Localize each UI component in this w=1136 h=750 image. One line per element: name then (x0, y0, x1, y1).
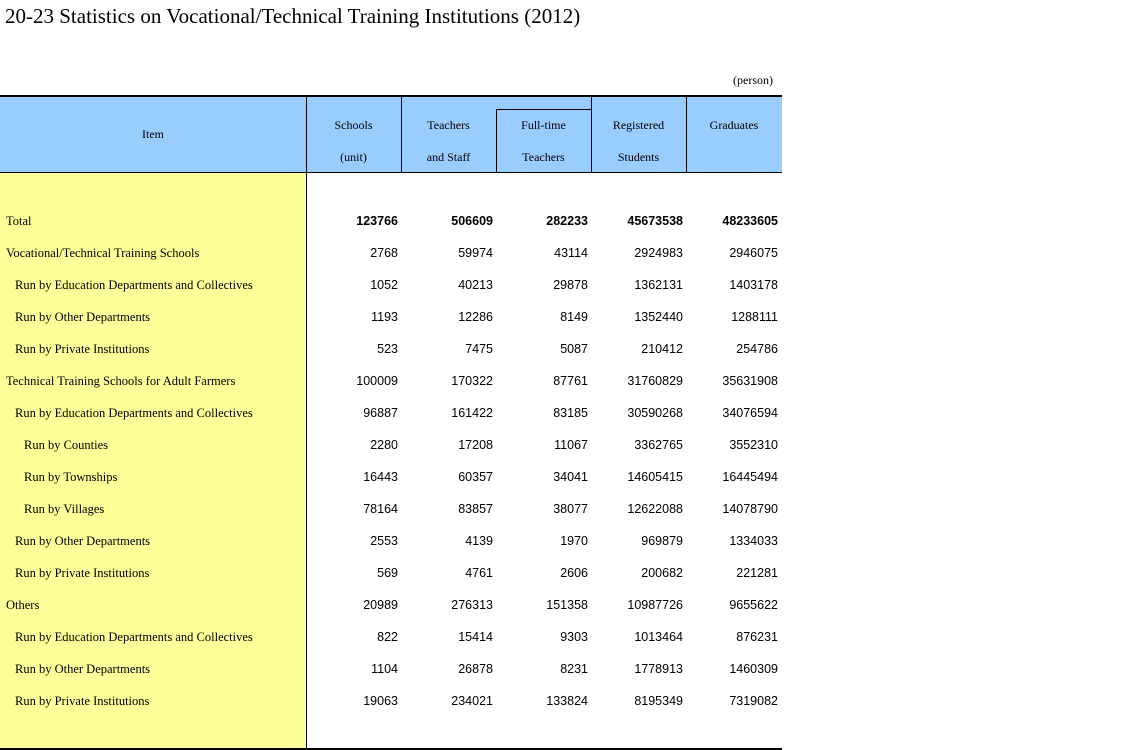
row-value: 161422 (451, 406, 493, 420)
row-value: 100009 (356, 374, 398, 388)
row-value: 210412 (641, 342, 683, 356)
row-value: 12286 (458, 310, 493, 324)
row-value: 4139 (465, 534, 493, 548)
row-value: 1460309 (729, 662, 778, 676)
row-value: 14078790 (722, 502, 778, 516)
row-label: Run by Private Institutions (15, 694, 150, 708)
row-label: Run by Villages (24, 502, 105, 516)
table-row (0, 429, 782, 461)
statistics-table (0, 95, 782, 750)
header-schools-unit: (unit) (340, 150, 367, 164)
row-value: 7475 (465, 342, 493, 356)
row-value: 151358 (546, 598, 588, 612)
row-value: 31760829 (627, 374, 683, 388)
row-value: 8195349 (634, 694, 683, 708)
header-teachers-staff: and Staff (426, 150, 471, 164)
unit-label: (person) (733, 73, 773, 87)
row-value: 19063 (363, 694, 398, 708)
row-label: Run by Education Departments and Collectives (15, 630, 253, 644)
row-value: 1013464 (634, 630, 683, 644)
row-label: Run by Other Departments (15, 534, 151, 548)
row-value: 83857 (458, 502, 493, 516)
header-fulltime-teachers: Teachers (522, 150, 565, 164)
row-label: Total (6, 214, 32, 228)
row-value: 1970 (560, 534, 588, 548)
row-value: 43114 (554, 246, 588, 260)
row-label: Run by Townships (24, 470, 118, 484)
row-value: 34076594 (722, 406, 778, 420)
row-value: 969879 (641, 534, 683, 548)
row-value: 2553 (370, 534, 398, 548)
row-value: 30590268 (627, 406, 683, 420)
row-value: 7319082 (729, 694, 778, 708)
row-value: 1362131 (634, 278, 683, 292)
row-value: 10987726 (627, 598, 683, 612)
row-value: 276313 (451, 598, 493, 612)
table-row (0, 653, 782, 685)
row-value: 96887 (363, 406, 398, 420)
row-value: 14605415 (627, 470, 683, 484)
row-value: 4761 (465, 566, 493, 580)
row-value: 60357 (458, 470, 493, 484)
table-row (0, 205, 782, 237)
row-value: 9303 (560, 630, 588, 644)
row-value: 15414 (458, 630, 493, 644)
row-value: 2946075 (729, 246, 778, 260)
row-value: 254786 (736, 342, 778, 356)
table-row (0, 493, 782, 525)
row-value: 1352440 (634, 310, 683, 324)
row-value: 200682 (641, 566, 683, 580)
header-item: Item (142, 127, 164, 141)
row-label: Run by Education Departments and Collectives (15, 278, 253, 292)
row-label: Run by Other Departments (15, 310, 151, 324)
row-value: 12622088 (627, 502, 683, 516)
row-value: 1288111 (731, 310, 778, 324)
table-row (0, 685, 782, 717)
row-value: 170322 (451, 374, 493, 388)
row-label: Run by Other Departments (15, 662, 151, 676)
row-value: 1778913 (634, 662, 683, 676)
row-value: 569 (377, 566, 398, 580)
row-label: Run by Private Institutions (15, 342, 150, 356)
row-label: Run by Education Departments and Collectives (15, 406, 253, 420)
row-value: 34041 (553, 470, 588, 484)
row-value: 16445494 (722, 470, 778, 484)
table-row (0, 461, 782, 493)
row-value: 8149 (560, 310, 588, 324)
row-value: 9655622 (729, 598, 778, 612)
row-label: Run by Private Institutions (15, 566, 150, 580)
row-value: 35631908 (722, 374, 778, 388)
row-value: 78164 (363, 502, 398, 516)
table-row (0, 589, 782, 621)
table-row (0, 397, 782, 429)
row-value: 282233 (546, 214, 588, 228)
row-value: 2606 (560, 566, 588, 580)
table-row (0, 557, 782, 589)
row-label: Run by Counties (24, 438, 109, 452)
row-value: 83185 (553, 406, 588, 420)
row-value: 3362765 (634, 438, 683, 452)
table-row (0, 333, 782, 365)
table-row (0, 365, 782, 397)
row-value: 822 (377, 630, 398, 644)
header-fulltime: Full-time (521, 118, 566, 132)
row-value: 523 (377, 342, 398, 356)
row-label: Others (6, 598, 40, 612)
row-value: 5087 (560, 342, 588, 356)
table-row (0, 237, 782, 269)
row-value: 20989 (363, 598, 398, 612)
table-row (0, 525, 782, 557)
row-value: 2768 (370, 246, 398, 260)
row-label: Technical Training Schools for Adult Farmers (6, 374, 236, 388)
row-value: 2924983 (634, 246, 683, 260)
header-schools: Schools (334, 118, 373, 132)
row-value: 123766 (356, 214, 398, 228)
row-value: 133824 (546, 694, 588, 708)
row-value: 45673538 (627, 214, 683, 228)
header-registered-students: Students (617, 150, 660, 164)
row-value: 221281 (736, 566, 778, 580)
row-value: 234021 (451, 694, 493, 708)
row-value: 1052 (370, 278, 398, 292)
row-value: 26878 (458, 662, 493, 676)
row-value: 876231 (736, 630, 778, 644)
row-value: 38077 (553, 502, 588, 516)
header-graduates: Graduates (709, 118, 759, 132)
row-value: 1334033 (729, 534, 778, 548)
row-value: 16443 (363, 470, 398, 484)
row-value: 29878 (553, 278, 588, 292)
row-value: 506609 (451, 214, 493, 228)
table-row (0, 621, 782, 653)
row-value: 1104 (371, 662, 398, 676)
header-teachers: Teachers (427, 118, 470, 132)
row-value: 48233605 (722, 214, 778, 228)
row-label: Vocational/Technical Training Schools (6, 246, 200, 260)
row-value: 87761 (553, 374, 588, 388)
row-value: 11067 (554, 438, 588, 452)
page-title: 20-23 Statistics on Vocational/Technical Training Institutions (2012) (5, 4, 581, 28)
header-registered: Registered (612, 118, 665, 132)
row-value: 8231 (560, 662, 588, 676)
row-value: 17208 (458, 438, 493, 452)
row-value: 40213 (458, 278, 493, 292)
table-row (0, 269, 782, 301)
table-row (0, 301, 782, 333)
row-value: 59974 (458, 246, 493, 260)
row-value: 3552310 (729, 438, 778, 452)
row-value: 1193 (371, 310, 398, 324)
row-value: 2280 (370, 438, 398, 452)
row-value: 1403178 (729, 278, 778, 292)
